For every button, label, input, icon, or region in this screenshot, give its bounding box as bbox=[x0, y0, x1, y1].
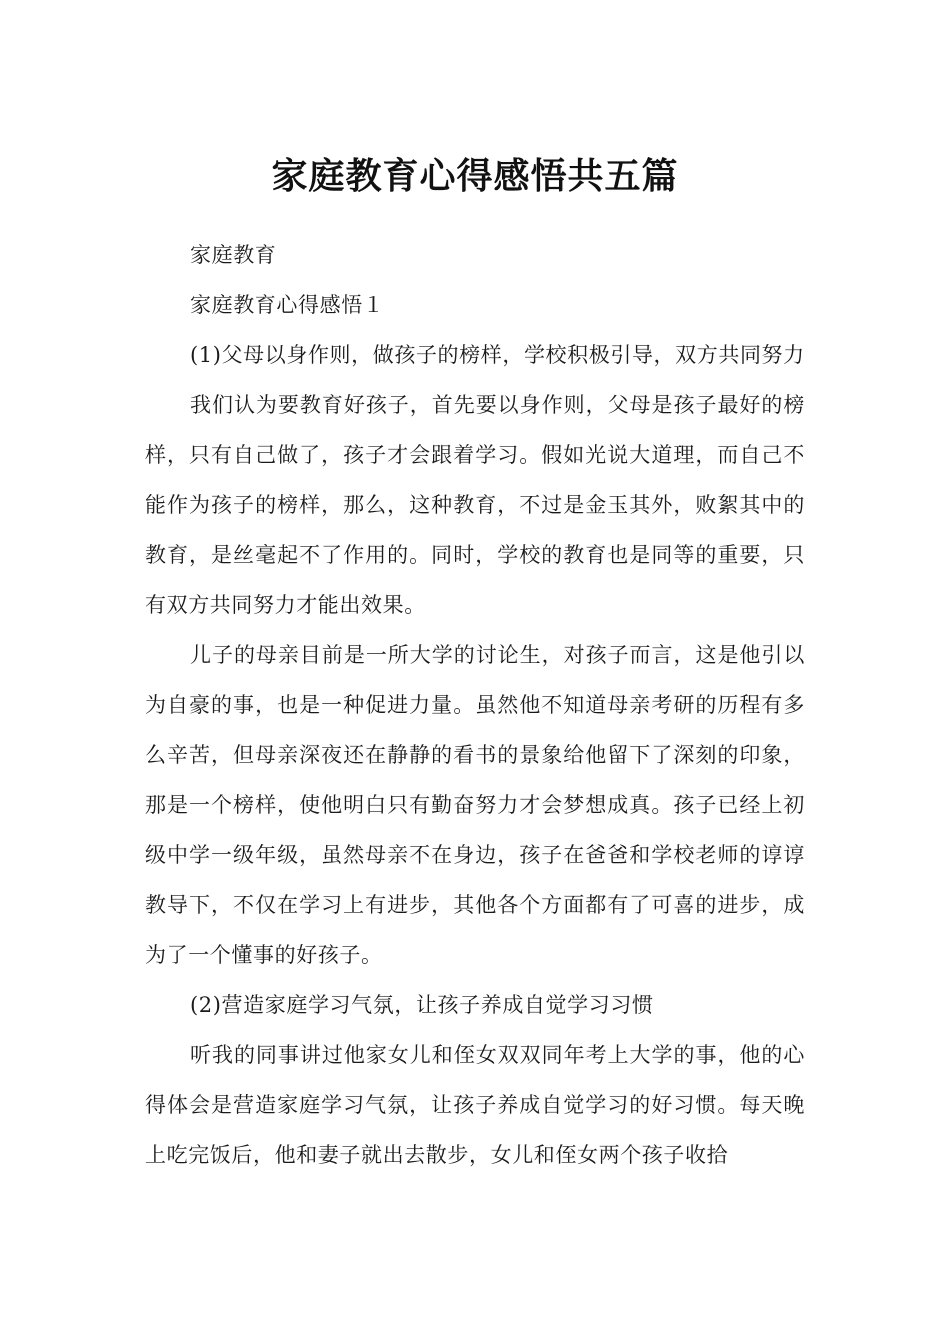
section-heading: 家庭教育 bbox=[190, 243, 277, 267]
document-title: 家庭教育心得感悟共五篇 bbox=[271, 155, 679, 198]
body-paragraph: 听我的同事讲过他家女儿和侄女双双同年考上大学的事，他的心得体会是营造家庭学习气氛，让孩子养成自觉学习的好习惯。每天晚上吃完饭后，他和妻子就出去散步，女儿和侄女两个孩子收拾 bbox=[145, 1043, 805, 1167]
point-heading-1: (1)父母以身作则，做孩子的榜样，学校积极引导，双方共同努力 bbox=[190, 343, 805, 367]
point-heading-2: (2)营造家庭学习气氛，让孩子养成自觉学习习惯 bbox=[190, 993, 654, 1017]
body-paragraph: 儿子的母亲目前是一所大学的讨论生，对孩子而言，这是他引以为自豪的事，也是一种促进力量。虽然他不知道母亲考研的历程有多么辛苦，但母亲深夜还在静静的看书的景象给他留下了深刻的印象，那是一个榜样，使他明白只有勤奋努力才会梦想成真。孩子已经上初级中学一级年级，虽然母亲不在身边，孩子在爸爸和学校老师的谆谆教导下，不仅在学习上有进步，其他各个方面都有了可喜的进步，成为了一个懂事的好孩子。 bbox=[145, 643, 805, 967]
body-paragraph: 我们认为要教育好孩子，首先要以身作则，父母是孩子最好的榜样，只有自己做了，孩子才会跟着学习。假如光说大道理，而自己不能作为孩子的榜样，那么，这种教育，不过是金玉其外，败絮其中的教育，是丝毫起不了作用的。同时，学校的教育也是同等的重要，只有双方共同努力才能出效果。 bbox=[145, 393, 805, 617]
subsection-heading: 家庭教育心得感悟１ bbox=[190, 293, 385, 317]
document-body bbox=[145, 230, 805, 1180]
